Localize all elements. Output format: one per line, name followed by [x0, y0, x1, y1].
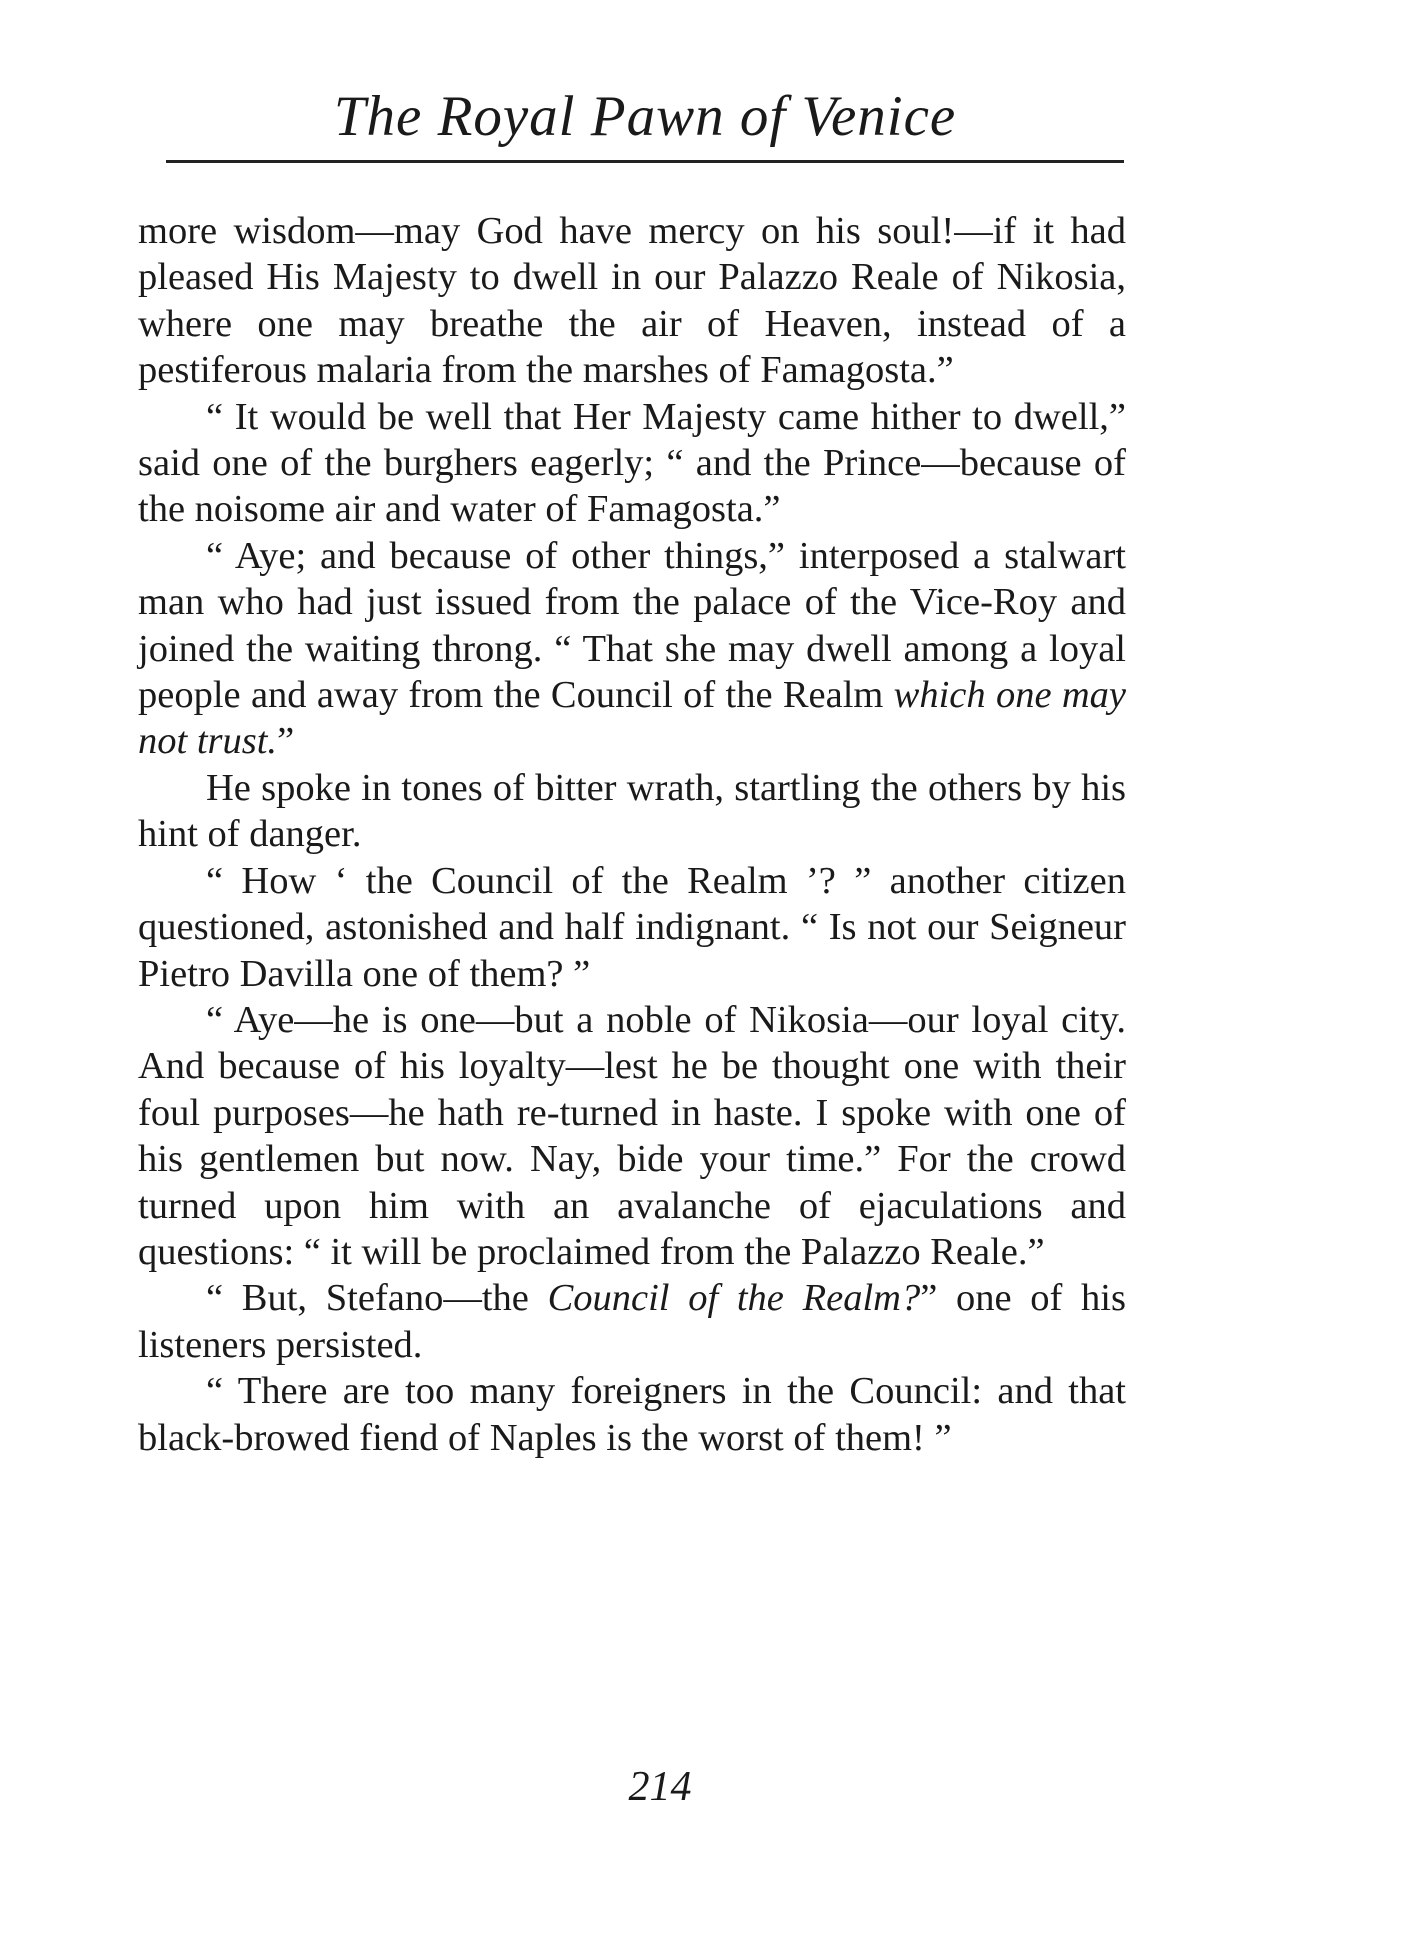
text-segment: He spoke in tones of bitter wrath, startling the others by his hint of danger.: [138, 766, 1126, 856]
paragraph: [138, 533, 1126, 765]
italic-segment: Council of the Realm?: [547, 1277, 921, 1320]
text-segment: “ But, Stefano—the: [206, 1277, 548, 1320]
paragraph: [138, 1275, 1126, 1368]
text-segment: “ Aye; and because of other things,” interposed a stalwart man who had just issued from the palace of the Vice-Roy and joined the waiting throng. “ That she may dwell among a loyal people and away from the Council of the Realm: [138, 534, 1126, 717]
page-number: 214: [628, 1764, 692, 1810]
paragraph: [138, 1368, 1126, 1461]
italic-segment: which one may not trust.: [138, 674, 1126, 763]
text-segment: “ There are too many foreigners in the Council: and that black-browed fiend of Naples is the worst of them! ”: [138, 1370, 1126, 1459]
paragraph: [138, 858, 1126, 997]
paragraph: [138, 765, 1126, 858]
paragraph: [138, 394, 1126, 533]
text-segment: ”: [277, 720, 295, 763]
text-segment: more wisdom—may God have mercy on his soul!—if it had pleased His Majesty to dwell in our Palazzo Reale of Nikosia, where one may breathe the air of Heaven, instead of a pestiferous malaria from the marshes of Famagosta.”: [138, 210, 1126, 392]
header-rule: [166, 160, 1124, 163]
text-segment: ” one of his listeners persisted.: [138, 1277, 1126, 1366]
body-text: [138, 208, 1126, 1461]
text-segment: “ Aye—he is one—but a noble of Nikosia—our loyal city. And because of his loyalty—lest he be thought one with their foul purposes—he hath re-turned in haste. I spoke with one of his gentlemen but now. Nay, bide your time.” For the crowd turned upon him with an avalanche of ejaculations and questions: “ it will be proclaimed from the Palazzo Reale.”: [138, 998, 1126, 1273]
text-segment: “ It would be well that Her Majesty came hither to dwell,” said one of the burghers eagerly; “ and the Prince—because of the noisome air and water of Famagosta.”: [138, 395, 1126, 531]
running-head: The Royal Pawn of Venice: [333, 85, 957, 148]
paragraph: [138, 997, 1126, 1275]
paragraph: [138, 208, 1126, 394]
text-segment: “ How ‘ the Council of the Realm ’? ” another citizen questioned, astonished and half indignant. “ Is not our Seigneur Pietro Davilla one of them? ”: [138, 859, 1126, 995]
